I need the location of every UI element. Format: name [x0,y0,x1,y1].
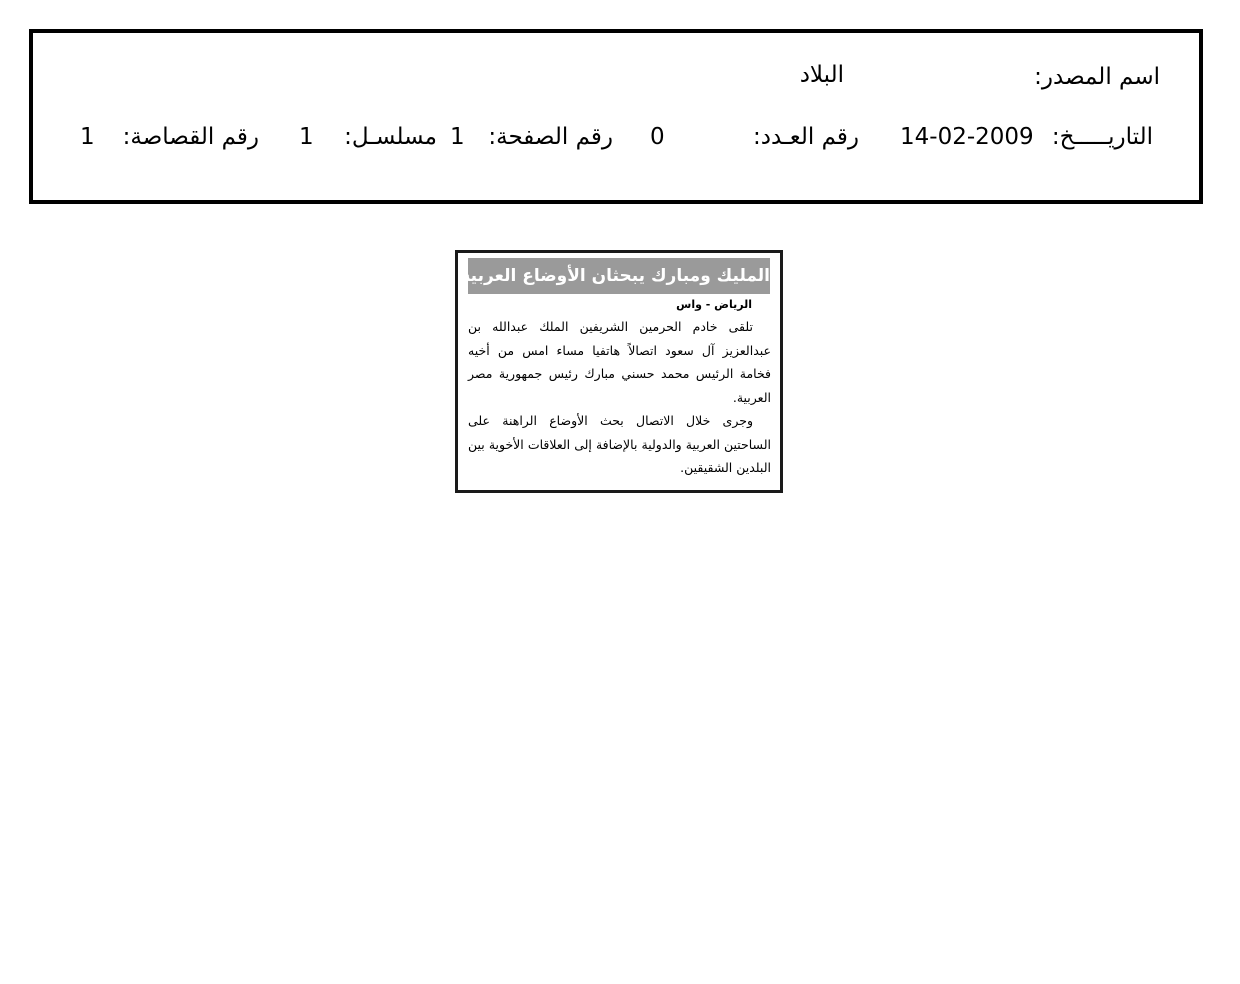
page-label: رقم الصفحة: [488,124,613,150]
clip-value: 1 [80,124,95,150]
clipping-header-box [29,29,1203,204]
serial-label: مسلسـل: [344,124,437,150]
article-dateline: الرياض - واس [676,298,752,311]
article-headline: المليك ومبارك يبحثان الأوضاع العربية والدولية [468,258,770,294]
article-body [468,315,771,480]
date-label: التاريـــــخ: [1051,124,1153,150]
page-value: 1 [450,124,465,150]
news-clipping [387,250,783,493]
source-value: البلاد [799,62,844,88]
issue-label: رقم العـدد: [752,124,859,150]
clip-label: رقم القصاصة: [122,124,259,150]
article-paragraph: وجرى خلال الاتصال بحث الأوضاع الراهنة على الساحتين العربية والدولية بالإضافة إلى العلاقات الأخوية بين البلدين الشقيقين. [468,413,771,475]
source-label: اسم المصدر: [1034,64,1160,90]
serial-value: 1 [299,124,314,150]
article-paragraph: تلقى خادم الحرمين الشريفين الملك عبدالله بن عبدالعزيز آل سعود اتصالاً هاتفيا مساء امس من أخيه فخامة الرئيس محمد حسني مبارك رئيس جمهورية مصر العربية. [468,319,771,405]
issue-value: 0 [650,124,665,150]
date-value: 14-02-2009 [900,124,1034,150]
